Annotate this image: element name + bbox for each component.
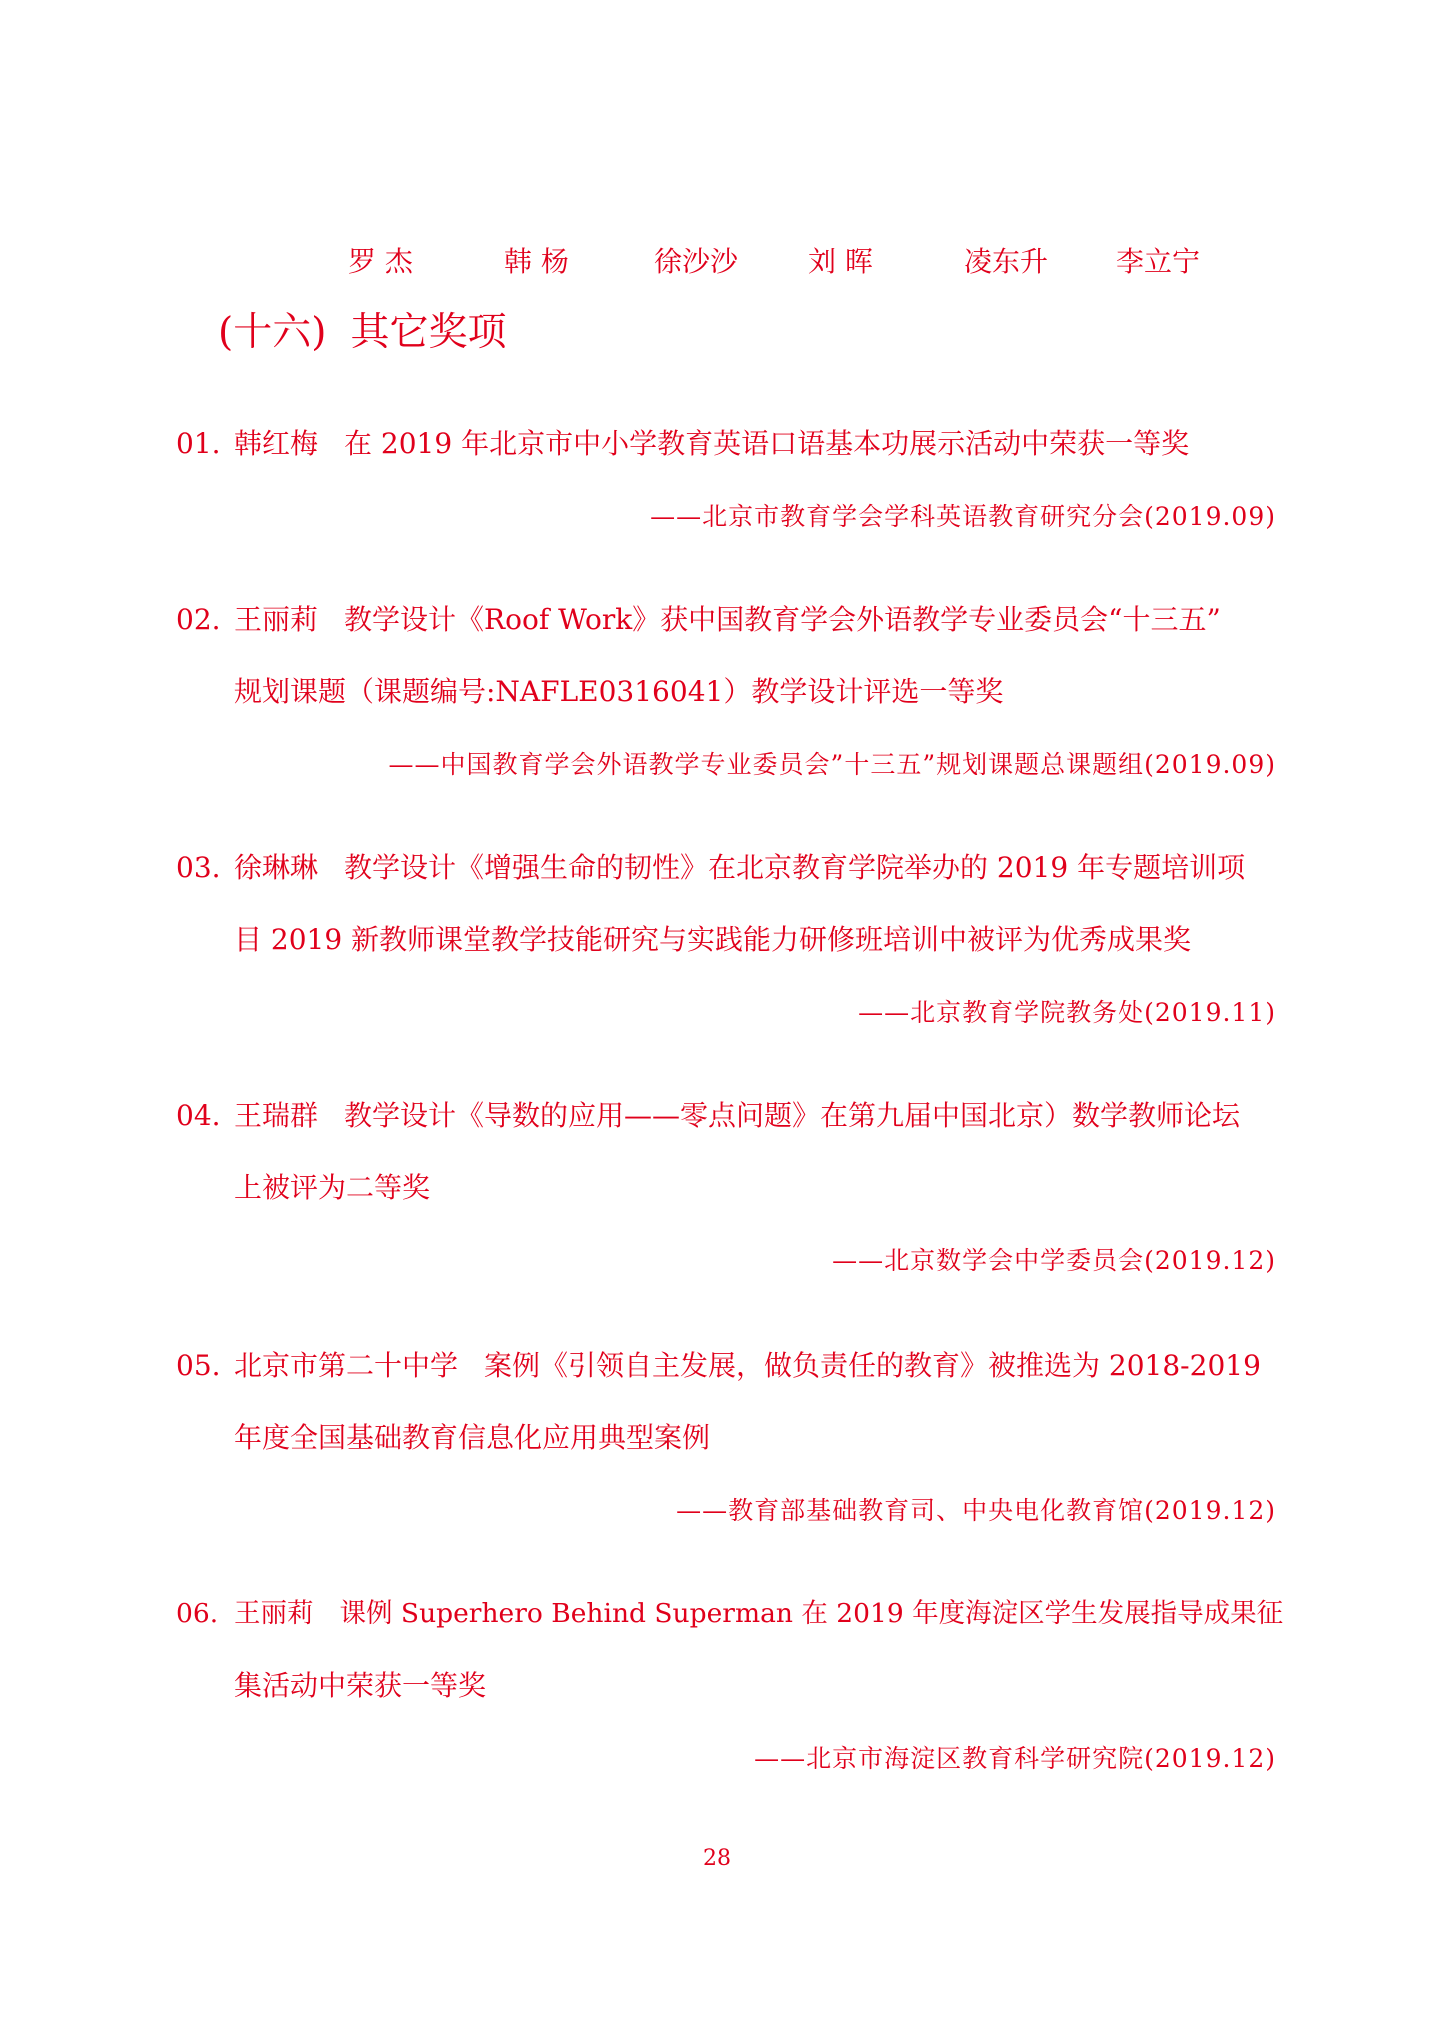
entry-number: 06.	[176, 1598, 219, 1629]
entry-text-continued: 规划课题（课题编号:NAFLE0316041）教学设计评选一等奖	[234, 675, 1004, 708]
entry-text-continued: 集活动中荣获一等奖	[234, 1669, 487, 1702]
entry-text: 在 2019 年北京市中小学教育英语口语基本功展示活动中荣获一等奖	[344, 427, 1190, 460]
entry-text-continued: 上被评为二等奖	[234, 1171, 431, 1204]
entry-text: 案例《引领自主发展，做负责任的教育》被推选为 2018-2019	[484, 1349, 1261, 1382]
entry-number: 05.	[176, 1349, 221, 1382]
entry-person: 王瑞群	[234, 1099, 319, 1132]
entry-person: 徐琳琳	[234, 851, 319, 884]
entry-03	[176, 848, 1245, 888]
name-item: 徐沙沙	[654, 245, 739, 278]
name-item: 刘 晖	[808, 245, 873, 278]
entry-person: 王丽莉	[234, 1598, 314, 1629]
entry-source: ——北京市海淀区教育科学研究院(2019.12)	[754, 1744, 1276, 1773]
entry-person: 王丽莉	[234, 603, 319, 636]
entry-text-continued: 年度全国基础教育信息化应用典型案例	[234, 1421, 711, 1454]
name-item: 罗 杰	[348, 245, 413, 278]
entry-source: ——北京教育学院教务处(2019.11)	[858, 998, 1276, 1027]
entry-05	[176, 1346, 1261, 1386]
section-heading	[218, 308, 506, 358]
name-item: 韩 杨	[504, 245, 569, 278]
entry-source: ——北京数学会中学委员会(2019.12)	[832, 1246, 1276, 1275]
entry-person: 北京市第二十中学	[234, 1349, 459, 1382]
section-title: 其它奖项	[350, 310, 507, 355]
names-row	[348, 240, 1200, 280]
entry-04	[176, 1096, 1240, 1136]
entry-02	[176, 600, 1221, 640]
name-item: 李立宁	[1116, 245, 1201, 278]
entry-number: 01.	[176, 427, 221, 460]
entry-text-continued: 目 2019 新教师课堂教学技能研究与实践能力研修班培训中被评为优秀成果奖	[234, 923, 1192, 956]
name-item: 凌东升	[964, 245, 1049, 278]
entry-number: 02.	[176, 603, 221, 636]
entry-text: 教学设计《增强生命的韧性》在北京教育学院举办的 2019 年专题培训项	[344, 851, 1246, 884]
entry-source: ——教育部基础教育司、中央电化教育馆(2019.12)	[676, 1496, 1276, 1525]
entry-source: ——中国教育学会外语教学专业委员会”十三五”规划课题总课题组(2019.09)	[388, 750, 1276, 779]
section-number: (十六)	[218, 310, 327, 355]
entry-01	[176, 424, 1189, 464]
entry-text: 教学设计《Roof Work》获中国教育学会外语教学专业委员会“十三五”	[344, 603, 1221, 636]
page-number: 28	[703, 1846, 731, 1871]
entry-number: 03.	[176, 851, 221, 884]
entry-text: 课例 Superhero Behind Superman 在 2019 年度海淀区学生发展指导成果征	[339, 1598, 1284, 1629]
entry-person: 韩红梅	[234, 427, 319, 460]
entry-06	[176, 1594, 1283, 1634]
entry-source: ——北京市教育学会学科英语教育研究分会(2019.09)	[650, 502, 1276, 531]
entry-text: 教学设计《导数的应用——零点问题》在第九届中国北京）数学教师论坛	[344, 1099, 1241, 1132]
entry-number: 04.	[176, 1099, 221, 1132]
